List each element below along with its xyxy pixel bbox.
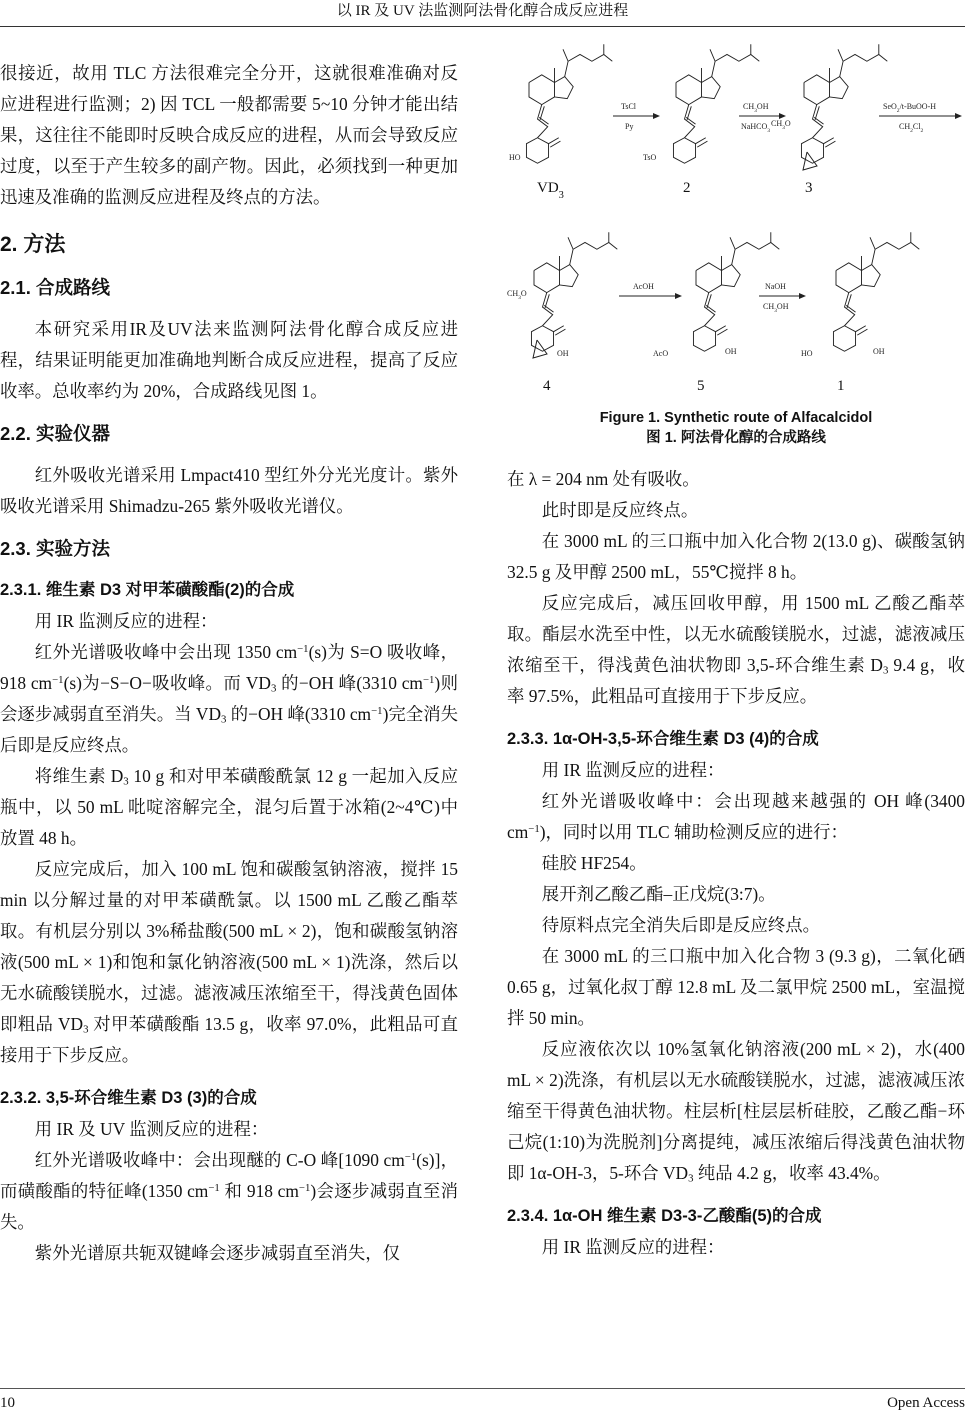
group-aco: AcO (653, 349, 669, 358)
subscript: 3 (270, 682, 277, 695)
group-oh: OH (725, 347, 737, 356)
compound-vd3-structure (526, 44, 612, 163)
group-oh: OH (873, 347, 885, 356)
subsection-heading: 2.3. 实验方法 (0, 538, 110, 559)
group-ho: HO (509, 153, 521, 162)
figure-caption-zh: 图 1. 阿法骨化醇的合成路线 (646, 430, 826, 446)
subsubsection-heading: 2.3.1. 维生素 D3 对甲苯磺酸酯(2)的合成 (0, 581, 295, 599)
superscript: −1 (298, 1182, 311, 1195)
superscript: −1 (404, 1151, 417, 1164)
right-column (507, 34, 965, 1263)
reagent-ch2cl2: $CH_2Cl_2$ (899, 122, 924, 134)
reagent-acoh: AcOH (633, 282, 654, 291)
compound-label-3: 3 (805, 180, 813, 196)
superscript: −1 (422, 674, 435, 687)
paragraph: 用 IR 监测反应的进程： (541, 1237, 725, 1257)
reagent-methanol: $CH_3OH$ (743, 102, 769, 114)
reagent-nahco3: NaHCO$_3$ (741, 122, 771, 134)
cyclopropane-ring (533, 340, 547, 358)
compound-label-2: 2 (683, 180, 691, 196)
compound-label-5: 5 (697, 378, 705, 394)
reagent-methanol: $CH_3OH$ (763, 302, 789, 314)
group-oh: OH (557, 349, 569, 358)
paragraph: 待原料点完全消失后即是反应终点。 (541, 915, 821, 935)
paragraph: 在 3000 mL 的三口瓶中加入化合物 2(13.0 g)、碳酸氢钠 32.5 g 及甲醇 2500 mL，55℃搅拌 8 h。 (507, 531, 965, 582)
compound-3-structure (801, 44, 887, 163)
page-number: 10 (0, 1395, 15, 1411)
compound-1-alfacalcidol-structure (833, 232, 919, 351)
header-rule (0, 26, 965, 27)
paragraph: 红外光谱吸收峰中会出现 1350 $cm^{-1}(s)$为 S=O 吸收峰，918 $cm^{-1}(s)$为−S−O−吸收峰。而 $VD_3$ 的−OH 峰(3310 $cm^{-1}$)则会逐步减弱直至消失。当 $VD_3$ 的−OH 峰(3310 $cm^{-1}$)完全消失后即是反应终点。 (0, 642, 459, 755)
compound-label-1: 1 (837, 378, 845, 394)
subsubsection-heading: 2.3.2. 3,5-环合维生素 D3 (3)的合成 (0, 1089, 257, 1107)
group-tso: TsO (643, 153, 657, 162)
group-ch3o: $CH_3O$ (771, 119, 791, 131)
paragraph: 展开剂乙酸乙酯–正戊烷(3:7)。 (541, 884, 776, 904)
cyclopropane-ring (803, 152, 817, 170)
subsection-heading: 2.1. 合成路线 (0, 277, 110, 298)
paragraph: 用 IR 及 UV 监测反应的进程： (34, 1119, 269, 1139)
compound-label-4: 4 (543, 378, 551, 394)
paragraph: 将维生素 $D_3$ 10 g 和对甲苯磺酸酰氯 12 g 一起加入反应瓶中，以 50 mL 吡啶溶解完全，混匀后置于冰箱(2~4℃)中放置 48 h。 (0, 766, 458, 848)
section-heading: 2. 方法 (0, 233, 66, 256)
reaction-arrow-5 (759, 293, 806, 299)
paragraph: 在 3000 mL 的三口瓶中加入化合物 3 (9.3 g)，二氧化硒 0.65 g，过氧化叔丁醇 12.8 mL 及二氯甲烷 2500 mL，室温搅拌 50 min。 (507, 946, 965, 1028)
reagent-py: Py (625, 122, 634, 131)
paragraph: 本研究采用IR及UV法来监测阿法骨化醇合成反应进程，结果证明能更加准确地判断合成反应进程，提高了反应收率。总收率约为 20%，合成路线见图 1。 (0, 319, 458, 401)
paragraph: 反应液依次以 10%氢氧化钠溶液(200 mL × 2)，水(400 mL × 2)洗涤，有机层以无水硫酸镁脱水，过滤，滤液减压浓缩至干得黄色油状物。柱层析[柱层层析硅胶，乙酸乙酯−环己烷(1:10)为洗脱剂]分离提纯，减压浓缩后得浅黄色油状物即 1α-OH-3，5-环合 $VD_3$ 纯品 4.2 g，收率 43.4%。 (507, 1039, 965, 1185)
paragraph: 红外光谱吸收峰中：会出现越来越强的 OH 峰(3400 $cm^{-1}$)，同时以用 TLC 辅助检测反应的进行： (507, 791, 965, 842)
figure-caption-en: Figure 1. Synthetic route of Alfacalcidol (599, 410, 873, 426)
paragraph: 反应完成后，减压回收甲醇，用 1500 mL 乙酸乙酯萃取。酯层水洗至中性，以无水硫酸镁脱水，过滤，滤液减压浓缩至干，得浅黄色油状物即 3,5-环合维生素 $D_3$ 9.4 g，收率 97.5%，此粗品可直接用于下步反应。 (507, 593, 965, 706)
compound-5-structure (693, 232, 779, 351)
reaction-arrow-4 (619, 293, 682, 299)
superscript: −1 (528, 823, 540, 836)
running-header: 以 IR 及 UV 法监测阿法骨化醇合成反应进程 (336, 3, 629, 19)
paragraph: 用 IR 监测反应的进程： (541, 760, 725, 780)
reagent-seo2-tbuooh: SeO$_2$/t-BuOO-H (883, 102, 937, 114)
paragraph: 很接近，故用 TLC 方法很难完全分开，这就很难准确对反应进程进行监测；2) 因 TCL 一般都需要 5~10 分钟才能出结果，这往往不能即时反映合成反应的进程，从而会导致反应过度，以至于产生较多的副产物。因此，必须找到一种更加迅速及准确的监测反应进程及终点的方法。 (0, 63, 458, 207)
subscript: 3 (882, 664, 889, 677)
group-ch3o: $CH_3O$ (507, 289, 527, 301)
superscript: −1 (371, 705, 383, 718)
paragraph: 硅胶 HF254。 (541, 853, 647, 873)
subscript: 3 (688, 1172, 694, 1185)
reagent-naoh: NaOH (765, 282, 786, 291)
compound-4-structure (531, 232, 617, 351)
superscript: −1 (52, 674, 64, 687)
reaction-arrow-1 (613, 113, 660, 119)
figure-1 (507, 34, 965, 406)
figure-caption (507, 408, 965, 448)
reagent-tscl: TsCl (621, 102, 636, 111)
synthetic-route-scheme (507, 34, 965, 406)
paragraph: 用 IR 监测反应的进程： (34, 611, 218, 631)
superscript: −1 (297, 643, 309, 656)
subscript: 3 (123, 775, 129, 788)
open-access-label: Open Access (887, 1395, 965, 1411)
group-ho: HO (801, 349, 813, 358)
paragraph: 红外光谱吸收峰中：会出现醚的 C-O 峰[1090 $cm^{-1}(s)$]，而磺酸酯的特征峰(1350 $cm^{-1}$ 和 918 $cm^{-1}$)会逐步减弱直至消失。 (0, 1150, 459, 1232)
subsection-heading: 2.2. 实验仪器 (0, 423, 110, 444)
paragraph: 紫外光谱原共轭双键峰会逐步减弱直至消失，仅 (34, 1243, 401, 1263)
paragraph: 此时即是反应终点。 (541, 500, 699, 520)
subscript: 3 (83, 1023, 89, 1036)
superscript: −1 (208, 1182, 220, 1195)
paragraph: 在 λ = 204 nm 处有吸收。 (507, 469, 700, 489)
subscript: 3 (221, 713, 227, 726)
subsubsection-heading: 2.3.3. 1α-OH-3,5-环合维生素 D3 (4)的合成 (507, 730, 819, 748)
reaction-arrow-3 (879, 113, 962, 119)
compound-label-vd3: $VD_3$ (537, 180, 564, 201)
paragraph: 反应完成后，加入 100 mL 饱和碳酸氢钠溶液，搅拌 15 min 以分解过量的对甲苯磺酰氯。以 1500 mL 乙酸乙酯萃取。有机层分别以 3%稀盐酸(500 mL × 2)，饱和碳酸氢钠溶液(500 mL × 1)和饱和氯化钠溶液(500 mL × 1)洗涤，然后以无水硫酸镁脱水，过滤。滤液减压浓缩至干，得浅黄色固体即粗品 $VD_3$ 对甲苯磺酸酯 13.5 g，收率 97.0%，此粗品可直接用于下步反应。 (0, 859, 458, 1065)
paragraph: 红外吸收光谱采用 Lmpact410 型红外分光光度计。紫外吸收光谱采用 Shimadzu-265 紫外吸收光谱仪。 (0, 465, 458, 516)
left-column (0, 58, 458, 1269)
subsubsection-heading: 2.3.4. 1α-OH 维生素 D3-3-乙酸酯(5)的合成 (507, 1207, 822, 1225)
footer-rule (0, 1388, 965, 1389)
